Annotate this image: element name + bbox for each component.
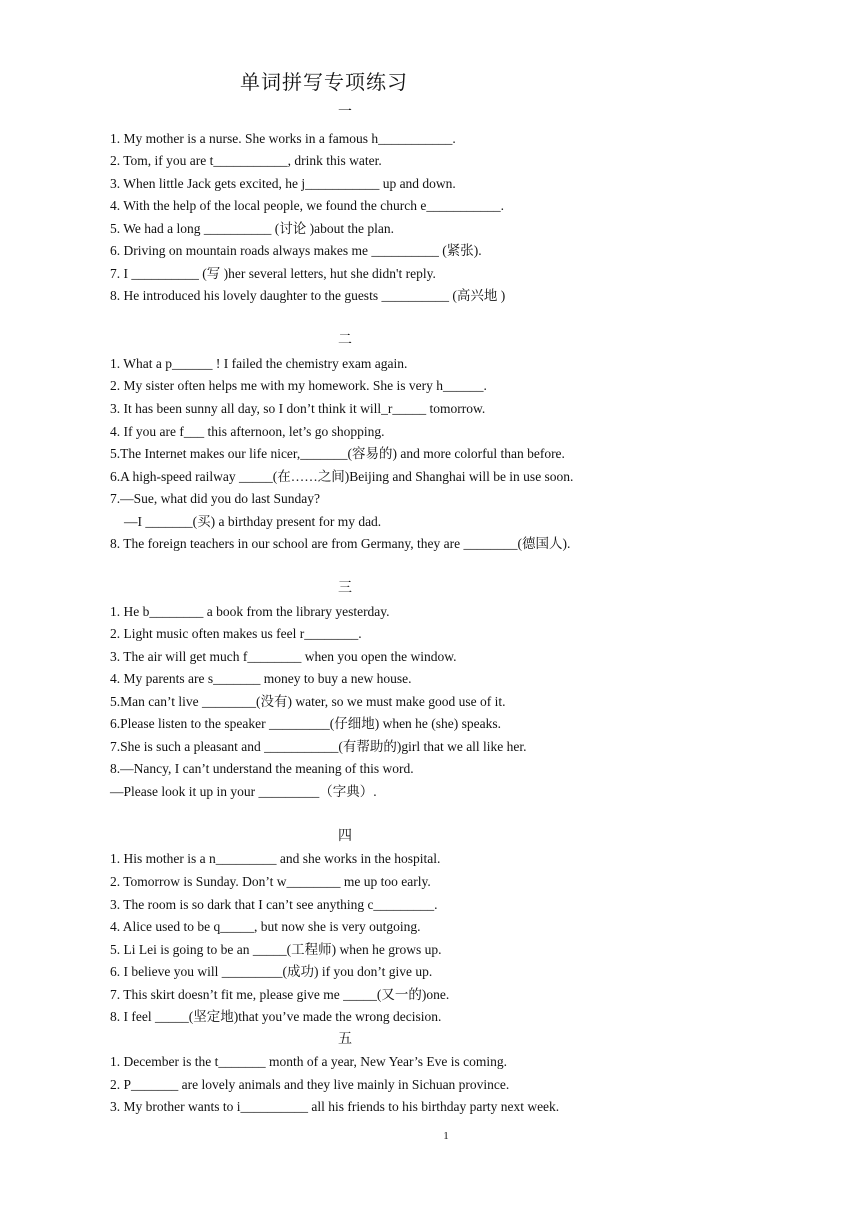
question-item: 8. I feel _____(坚定地)that you’ve made the wrong decision.: [110, 1009, 442, 1024]
question-item: 1. December is the t_______ month of a year, New Year’s Eve is coming.: [110, 1054, 507, 1069]
question-item: 6.A high-speed railway _____(在……之间)Beijing and Shanghai will be in use soon.: [110, 469, 574, 484]
question-item: 1. His mother is a n_________ and she works in the hospital.: [110, 851, 441, 866]
question-item: 8. He introduced his lovely daughter to the guests __________ (高兴地 ): [110, 288, 506, 303]
question-item: 3. The room is so dark that I can’t see anything c_________.: [110, 897, 438, 912]
question-item: 2. Tomorrow is Sunday. Don’t w________ me up too early.: [110, 874, 431, 889]
section-label: 五: [338, 1032, 352, 1047]
question-item: 2. P_______ are lovely animals and they live mainly in Sichuan province.: [110, 1077, 510, 1092]
question-item: 2. My sister often helps me with my homework. She is very h______.: [110, 378, 487, 393]
question-item: 4. My parents are s_______ money to buy a new house.: [110, 671, 412, 686]
question-item: 2. Light music often makes us feel r________.: [110, 626, 362, 641]
question-item: 7.—Sue, what did you do last Sunday?: [110, 491, 320, 506]
question-item: 6. Driving on mountain roads always makes me __________ (紧张).: [110, 243, 482, 258]
question-item: 6.Please listen to the speaker _________(仔细地) when he (she) speaks.: [110, 716, 502, 731]
question-item: 1. He b________ a book from the library yesterday.: [110, 604, 390, 619]
question-item: 1. My mother is a nurse. She works in a famous h___________.: [110, 131, 456, 146]
question-item: 5.Man can’t live ________(没有) water, so we must make good use of it.: [110, 694, 506, 709]
section-label: 四: [338, 829, 352, 844]
question-item: 3. It has been sunny all day, so I don’t think it will_r_____ tomorrow.: [110, 401, 486, 416]
question-item: —Please look it up in your _________（字典）.: [110, 784, 377, 799]
question-item: 7. I __________ (写 )her several letters, hut she didn't reply.: [110, 266, 436, 281]
question-item: 8. The foreign teachers in our school are from Germany, they are ________(德国人).: [110, 536, 571, 551]
question-item: 7. This skirt doesn’t fit me, please give me _____(又一的)one.: [110, 987, 450, 1002]
question-item: 5. We had a long __________ (讨论 )about the plan.: [110, 221, 394, 236]
question-item: —I _______(买) a birthday present for my dad.: [124, 514, 382, 529]
question-item: 5. Li Lei is going to be an _____(工程师) when he grows up.: [110, 942, 442, 957]
question-item: 7.She is such a pleasant and ___________(有帮助的)girl that we all like her.: [110, 739, 527, 754]
question-item: 2. Tom, if you are t___________, drink this water.: [110, 153, 382, 168]
question-item: 6. I believe you will _________(成功) if you don’t give up.: [110, 964, 433, 979]
page-title: 单词拼写专项练习: [240, 70, 408, 94]
question-item: 1. What a p______ ! I failed the chemistry exam again.: [110, 356, 408, 371]
question-item: 3. The air will get much f________ when you open the window.: [110, 649, 457, 664]
question-item: 4. With the help of the local people, we found the church e___________.: [110, 198, 504, 213]
question-item: 3. My brother wants to i__________ all his friends to his birthday party next week.: [110, 1099, 560, 1114]
question-item: 5.The Internet makes our life nicer,_______(容易的) and more colorful than before.: [110, 446, 565, 461]
question-item: 8.—Nancy, I can’t understand the meaning of this word.: [110, 761, 414, 776]
question-item: 4. Alice used to be q_____, but now she is very outgoing.: [110, 919, 421, 934]
page-number: 1: [443, 1130, 449, 1142]
section-label: 一: [338, 105, 352, 120]
section-label: 二: [338, 333, 352, 348]
question-item: 4. If you are f___ this afternoon, let’s go shopping.: [110, 424, 385, 439]
section-label: 三: [338, 581, 352, 596]
question-item: 3. When little Jack gets excited, he j___________ up and down.: [110, 176, 456, 191]
